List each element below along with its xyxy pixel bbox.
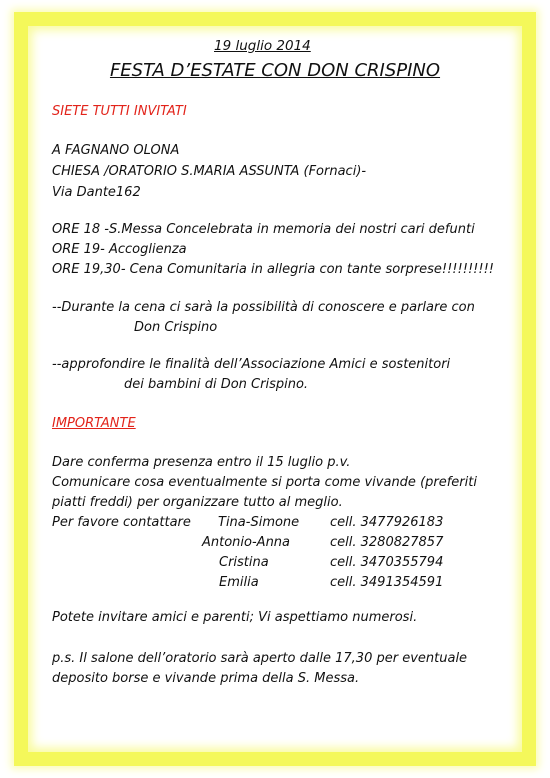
invite-friends-line: Potete invitare amici e parenti; Vi aspettiamo numerosi. [52, 610, 418, 625]
confirm-line: Dare conferma presenza entro il 15 luglio p.v. [52, 455, 351, 470]
postscript-line-1: p.s. Il salone dell’oratorio sarà aperto dalle 17,30 per eventuale [52, 651, 468, 666]
note-dinner-line-2: Don Crispino [134, 320, 218, 335]
contacts-intro: Per favore contattare [52, 515, 191, 530]
contact-name: Cristina [219, 555, 269, 570]
note-association-line-2: dei bambini di Don Crispino. [124, 377, 309, 392]
contact-phone: cell. 3280827857 [330, 535, 444, 550]
event-date: 19 luglio 2014 [214, 38, 311, 54]
page-title: FESTA D’ESTATE CON DON CRISPINO [109, 60, 441, 81]
note-association-line-1: --approfondire le finalità dell’Associazione Amici e sostenitori [52, 357, 451, 372]
place-address: Via Dante162 [52, 185, 141, 200]
schedule-line-dinner: ORE 19,30- Cena Comunitaria in allegria con tante sorprese!!!!!!!!!! [52, 262, 494, 277]
contact-name: Antonio-Anna [202, 535, 291, 550]
contact-name: Tina-Simone [218, 515, 300, 530]
place-town: A FAGNANO OLONA [52, 143, 180, 158]
contact-name: Emilia [219, 575, 259, 590]
food-line-1: Comunicare cosa eventualmente si porta come vivande (preferiti [52, 475, 477, 490]
schedule-line-welcome: ORE 19- Accoglienza [52, 242, 187, 257]
postscript-line-2: deposito borse e vivande prima della S. Messa. [52, 671, 360, 686]
contact-phone: cell. 3477926183 [330, 515, 444, 530]
important-heading: IMPORTANTE [52, 416, 136, 431]
schedule-line-mass: ORE 18 -S.Messa Concelebrata in memoria dei nostri cari defunti [52, 222, 475, 237]
invite-headline: SIETE TUTTI INVITATI [52, 104, 187, 119]
note-dinner-line-1: --Durante la cena ci sarà la possibilità di conoscere e parlare con [52, 300, 475, 315]
contact-phone: cell. 3491354591 [330, 575, 444, 590]
place-church: CHIESA /ORATORIO S.MARIA ASSUNTA (Fornaci)- [52, 164, 367, 179]
food-line-2: piatti freddi) per organizzare tutto al meglio. [52, 495, 343, 510]
contact-phone: cell. 3470355794 [330, 555, 444, 570]
